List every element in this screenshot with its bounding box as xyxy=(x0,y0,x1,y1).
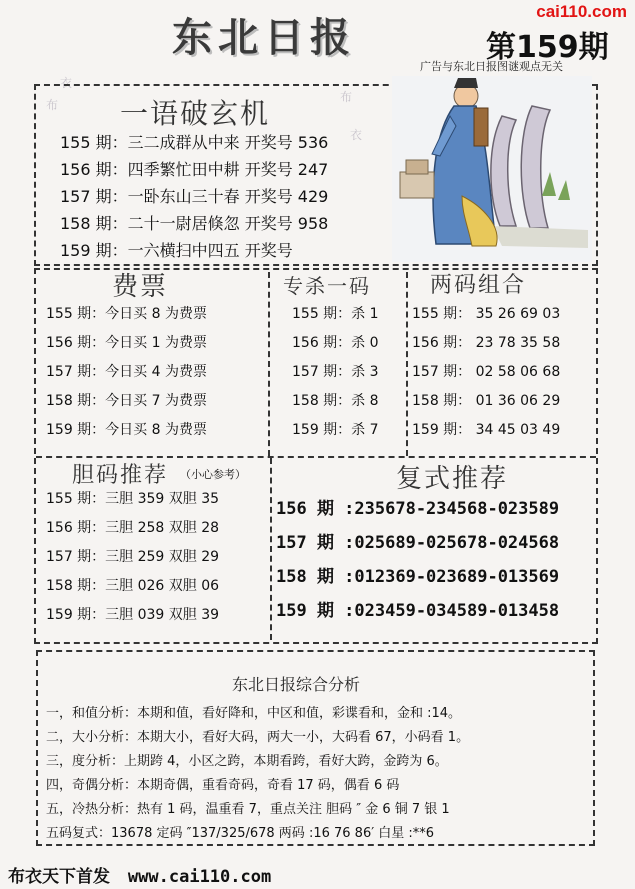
feipiao-row: 155 期：今日买 8 为费票 xyxy=(46,306,207,322)
watermark-char: 衣 xyxy=(60,76,73,90)
disclaimer: 广告与东北日报图谜观点无关 xyxy=(420,60,563,73)
analysis-row: 三，度分析：上期跨 4，小区之跨，本期看跨，看好大跨，金跨为 6。 xyxy=(46,754,448,769)
liangma-title: 两码组合 xyxy=(430,273,527,298)
divider xyxy=(406,272,408,456)
danma-row: 159 期：三胆 039 双胆 39 xyxy=(46,607,220,623)
scholar-illustration xyxy=(392,76,592,262)
feipiao-row: 158 期：今日买 7 为费票 xyxy=(46,393,207,409)
feipiao-title: 费票 xyxy=(112,272,169,302)
riddle-row: 158 期：二十一尉居倏忽 开奖号 958 xyxy=(60,214,329,233)
analysis-row: 四，奇偶分析：本期奇偶，重看奇码，奇看 17 码，偶看 6 码 xyxy=(46,778,400,793)
feipiao-row: 156 期：今日买 1 为费票 xyxy=(46,335,207,351)
watermark-char: 布 xyxy=(46,98,59,112)
analysis-row: 一，和值分析：本期和值，看好降和，中区和值，彩谍看和，金和 :14。 xyxy=(46,706,462,721)
riddle-row: 157 期：一卧东山三十春 开奖号 429 xyxy=(60,187,329,206)
fushi-title: 复式推荐 xyxy=(396,464,509,494)
liangma-row: 159 期： 34 45 03 49 xyxy=(412,422,561,438)
site-url[interactable]: cai110.com xyxy=(536,2,627,21)
footer xyxy=(8,862,271,887)
zhuansha-row: 155 期：杀 1 xyxy=(292,306,379,322)
riddle-row: 156 期：四季繁忙田中耕 开奖号 247 xyxy=(60,160,329,179)
liangma-row: 156 期： 23 78 35 58 xyxy=(412,335,561,351)
analysis-row: 五，冷热分析：热有 1 码，温重看 7，重点关注 胆码 ″ 金 6 铜 7 银 1 xyxy=(46,802,450,817)
zhuansha-row: 159 期：杀 7 xyxy=(292,422,379,438)
danma-row: 157 期：三胆 259 双胆 29 xyxy=(46,549,220,565)
feipiao-row: 157 期：今日买 4 为费票 xyxy=(46,364,207,380)
divider xyxy=(270,458,272,640)
zhuansha-row: 157 期：杀 3 xyxy=(292,364,379,380)
zhuansha-title: 专杀一码 xyxy=(283,274,371,298)
feipiao-row: 159 期：今日买 8 为费票 xyxy=(46,422,207,438)
analysis-title: 东北日报综合分析 xyxy=(232,675,361,694)
danma-title: 胆码推荐 xyxy=(72,463,169,488)
zhuansha-row: 156 期：杀 0 xyxy=(292,335,379,351)
watermark-char: 布 xyxy=(340,90,353,104)
riddle-row: 155 期：三二成群从中来 开奖号 536 xyxy=(60,133,329,152)
danma-note: （小心参考） xyxy=(180,468,246,481)
fushi-row: 156 期 :235678-234568-023589 xyxy=(276,499,560,519)
issue-number: 第159期 xyxy=(486,30,609,65)
riddle-title: 一语破玄机 xyxy=(120,97,271,130)
fushi-row: 158 期 :012369-023689-013569 xyxy=(276,567,560,587)
fushi-row: 157 期 :025689-025678-024568 xyxy=(276,533,560,553)
fushi-row: 159 期 :023459-034589-013458 xyxy=(276,601,560,621)
liangma-row: 157 期： 02 58 06 68 xyxy=(412,364,561,380)
masthead-title: 东北日报 xyxy=(172,14,356,61)
footer-label: 布衣天下首发 xyxy=(8,867,110,887)
liangma-row: 158 期： 01 36 06 29 xyxy=(412,393,561,409)
danma-row: 155 期：三胆 359 双胆 35 xyxy=(46,491,220,507)
danma-row: 158 期：三胆 026 双胆 06 xyxy=(46,578,220,594)
analysis-row: 五码复式：13678 定码 ″137/325/678 两码 :16 76 86′ 白星 :**6 xyxy=(46,826,435,841)
watermark-char: 衣 xyxy=(350,128,363,142)
divider xyxy=(268,272,270,456)
liangma-row: 155 期： 35 26 69 03 xyxy=(412,306,561,322)
zhuansha-row: 158 期：杀 8 xyxy=(292,393,379,409)
riddle-row: 159 期：一六横扫中四五 开奖号 xyxy=(60,241,293,260)
analysis-row: 二，大小分析：本期大小，看好大码，两大一小，大码看 67，小码看 1。 xyxy=(46,730,470,745)
footer-url[interactable]: www.cai110.com xyxy=(127,867,272,887)
danma-row: 156 期：三胆 258 双胆 28 xyxy=(46,520,220,536)
